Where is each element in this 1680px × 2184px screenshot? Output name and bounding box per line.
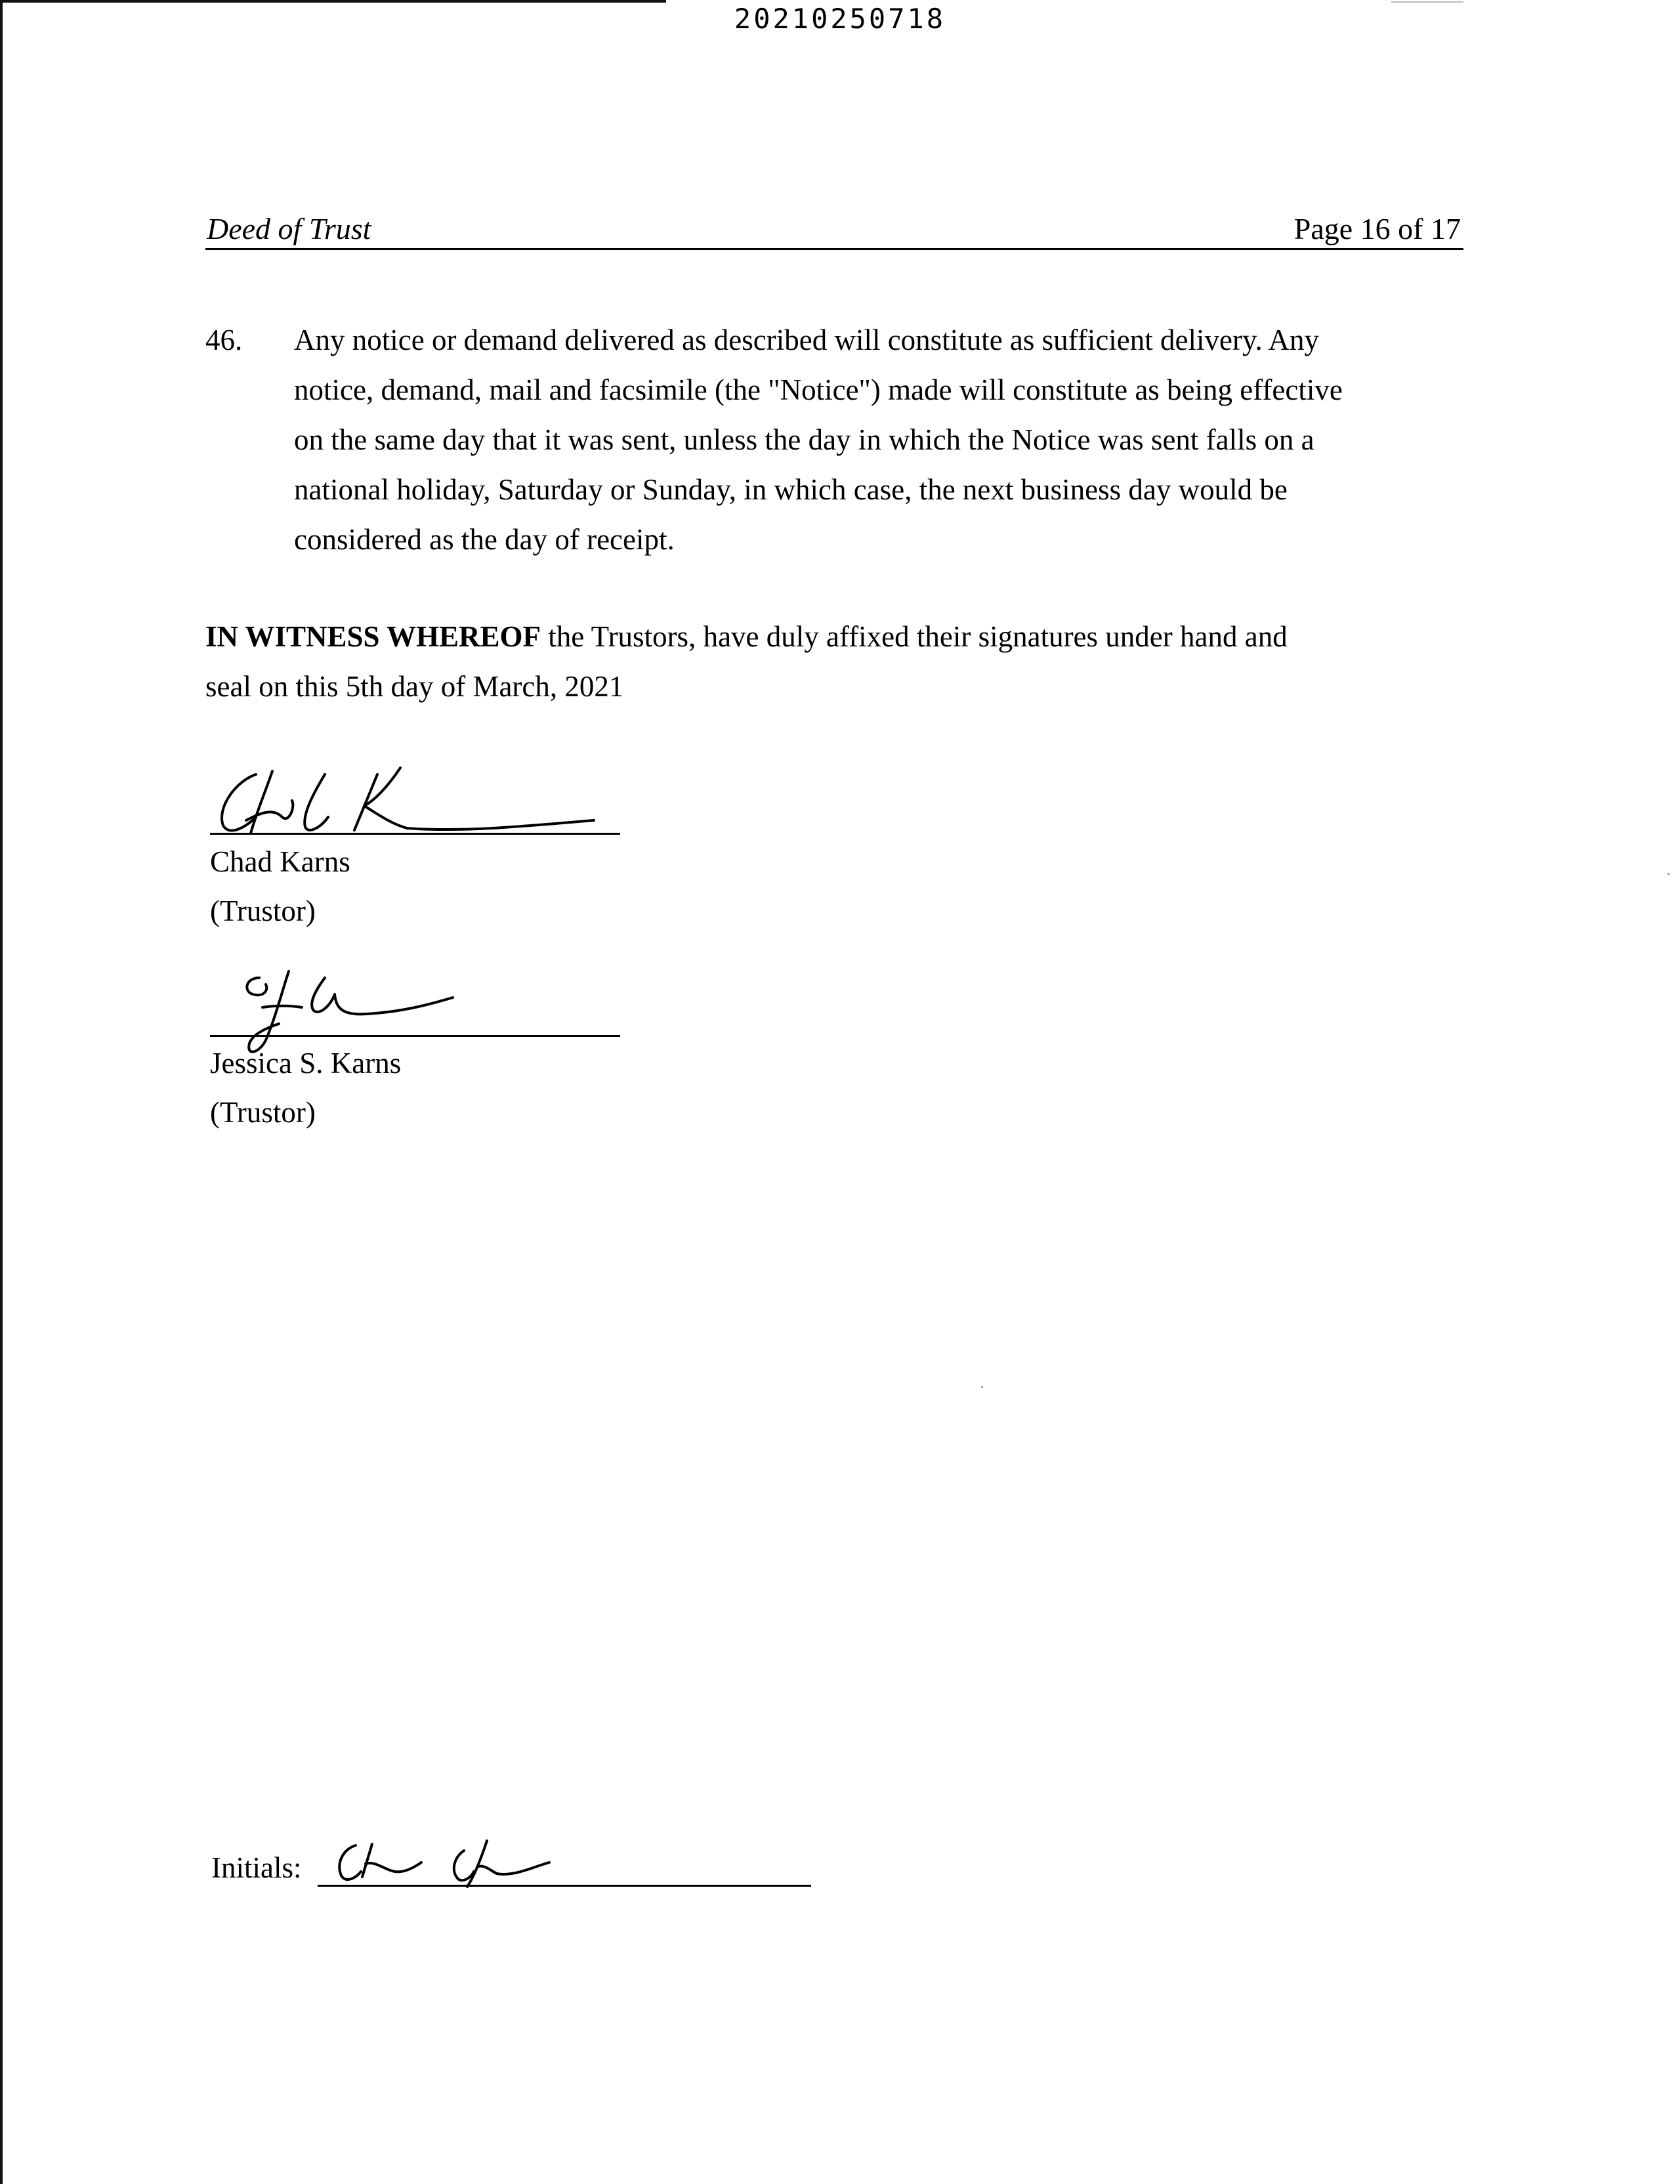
initials-line (318, 1885, 811, 1887)
witness-clause (205, 612, 1465, 711)
initials-block (211, 1831, 815, 1883)
page-header (205, 210, 1463, 250)
signature-block-chad (210, 755, 620, 938)
recording-number: 20210250718 (734, 3, 946, 35)
witness-text: the Trustors, have duly affixed their signatures under hand and (541, 620, 1288, 653)
paragraph-number: 46. (205, 324, 243, 356)
signatory-role: (Trustor) (210, 894, 316, 927)
signatory-role: (Trustor) (210, 1096, 316, 1129)
paragraph-line: considered as the day of receipt. (294, 523, 675, 556)
scan-border-left (0, 0, 3, 2184)
signature-chad-image (210, 755, 620, 840)
paragraph-line: national holiday, Saturday or Sunday, in which case, the next business day would be (294, 473, 1288, 506)
page-number: Page 16 of 17 (1293, 212, 1461, 245)
signature-line (210, 1035, 620, 1037)
initials-label: Initials: (211, 1851, 302, 1884)
witness-line (205, 612, 1465, 662)
initials-handwriting (323, 1831, 585, 1890)
signature-line (210, 833, 620, 835)
document-title: Deed of Trust (207, 212, 371, 245)
signature-block-jessica (210, 965, 620, 1142)
paragraph-line: Any notice or demand delivered as described will constitute as sufficient delivery. Any (294, 324, 1320, 356)
witness-lead: IN WITNESS WHEREOF (205, 620, 541, 653)
paragraph-line: notice, demand, mail and facsimile (the "Notice") made will constitute as being effective (294, 373, 1343, 406)
witness-line: seal on this 5th day of March, 2021 (205, 670, 624, 703)
signatory-name: Chad Karns (210, 845, 350, 878)
signatory-name: Jessica S. Karns (210, 1047, 402, 1080)
scan-speck (981, 1386, 983, 1388)
paragraph-line: on the same day that it was sent, unless the day in which the Notice was sent falls on a (294, 423, 1314, 456)
scan-speck (1668, 873, 1670, 875)
paragraph-text (294, 315, 1469, 564)
